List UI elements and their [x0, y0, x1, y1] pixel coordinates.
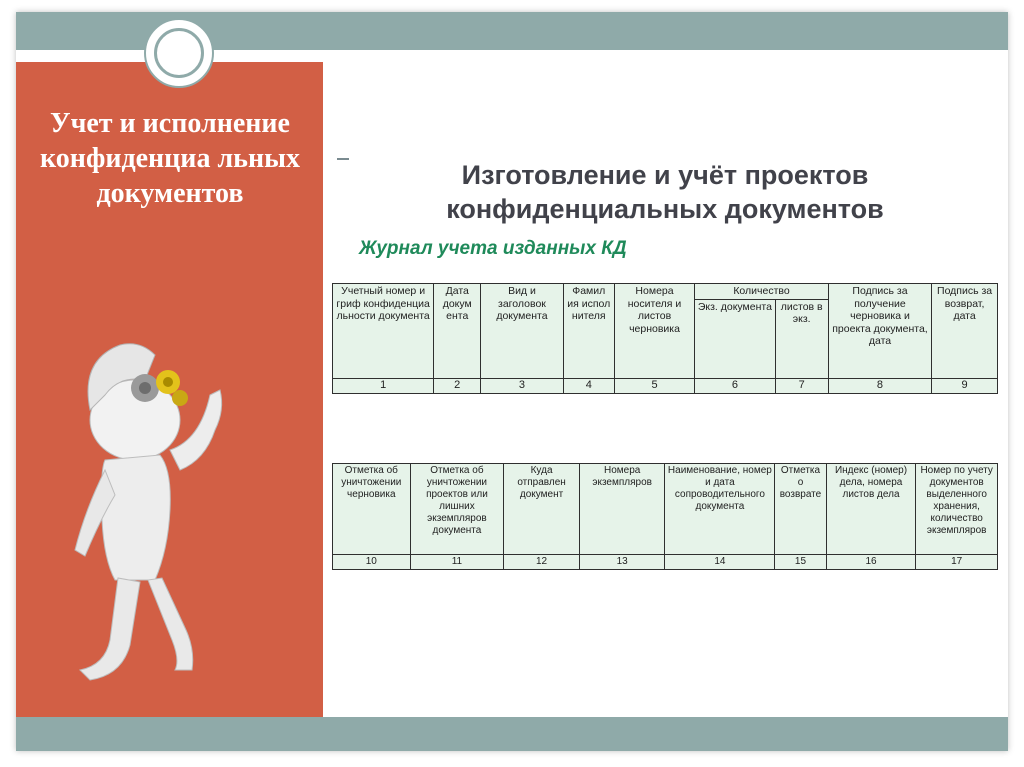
- column-number: 7: [775, 378, 828, 393]
- column-number: 16: [826, 555, 916, 570]
- column-number: 3: [481, 378, 563, 393]
- col-header-11: Отметка об уничтожении проектов или лишних экземпляров документа: [410, 464, 504, 555]
- column-number: 11: [410, 555, 504, 570]
- column-number: 1: [333, 378, 434, 393]
- column-number: 14: [665, 555, 775, 570]
- column-number: 6: [695, 378, 775, 393]
- bottom-accent-band: [16, 717, 1008, 751]
- col-header-6: Экз. документа: [695, 299, 775, 378]
- ring-icon: [144, 18, 214, 88]
- column-number: 13: [579, 555, 665, 570]
- col-header-2: Дата докум ента: [434, 284, 481, 379]
- col-header-12: Куда отправлен документ: [504, 464, 580, 555]
- content-heading: [400, 158, 930, 226]
- journal-subheading: Журнал учета изданных КД: [359, 238, 627, 259]
- col-header-7: листов в экз.: [775, 299, 828, 378]
- col-header-3: Вид и заголовок документа: [481, 284, 563, 379]
- col-header-6-group: Количество: [695, 284, 829, 300]
- column-number: 17: [916, 555, 998, 570]
- col-header-10: Отметка об уничтожении черновика: [333, 464, 411, 555]
- heading-line-1: Изготовление и учёт проектов: [461, 160, 869, 190]
- heading-line-2: конфиденциальных документов: [446, 194, 884, 224]
- col-header-5: Номера носителя и листов черновика: [614, 284, 694, 379]
- col-header-17: Номер по учету документов выделенного хранения, количество экземпляров: [916, 464, 998, 555]
- column-number: 10: [333, 555, 411, 570]
- col-header-8: Подпись за получение черновика и проекта документа, дата: [828, 284, 931, 379]
- slide-dash: [337, 158, 349, 160]
- slide-title: Учет и исполнение конфиденциа льных документов: [40, 108, 300, 209]
- column-number: 12: [504, 555, 580, 570]
- col-header-1: Учетный номер и гриф конфиденциа льности документа: [333, 284, 434, 379]
- col-header-16: Индекс (номер) дела, номера листов дела: [826, 464, 916, 555]
- journal-table-part2: [332, 463, 998, 570]
- column-number: 9: [932, 378, 998, 393]
- column-number: 2: [434, 378, 481, 393]
- column-number: 15: [775, 555, 826, 570]
- ring-inner-circle: [154, 28, 204, 78]
- col-header-15: Отметка о возврате: [775, 464, 826, 555]
- column-number: 8: [828, 378, 931, 393]
- journal-table-part1: [332, 283, 998, 394]
- col-header-13: Номера экземпляров: [579, 464, 665, 555]
- thinking-person-gears-icon: [60, 320, 260, 690]
- col-header-4: Фамил ия испол нителя: [563, 284, 614, 379]
- col-header-9: Подпись за возврат, дата: [932, 284, 998, 379]
- column-number: 4: [563, 378, 614, 393]
- col-header-14: Наименование, номер и дата сопроводительного документа: [665, 464, 775, 555]
- column-number: 5: [614, 378, 694, 393]
